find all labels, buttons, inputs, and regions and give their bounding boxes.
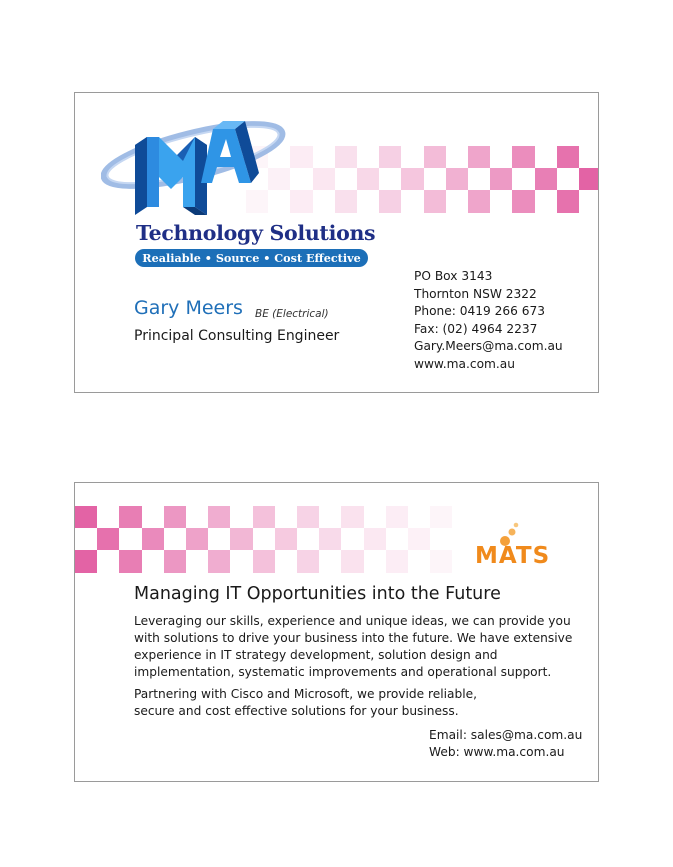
checker-square	[364, 528, 386, 550]
ma-logo-icon	[101, 107, 291, 219]
sales-email: Email: sales@ma.com.au	[429, 728, 583, 742]
checker-square	[253, 506, 275, 528]
checker-square	[401, 168, 423, 190]
checker-pattern	[75, 506, 452, 573]
checker-square	[297, 506, 319, 528]
phone-number: Phone: 0419 266 673	[414, 304, 546, 319]
paragraph-line: implementation, systematic improvements and operational support.	[134, 665, 552, 679]
checker-square	[379, 146, 401, 168]
tagline-badge: Realiable • Source • Cost Effective	[135, 249, 368, 267]
checker-square	[468, 146, 490, 168]
checker-square	[313, 168, 335, 190]
po-box: PO Box 3143	[414, 269, 493, 283]
checker-square	[119, 550, 141, 572]
contact-details	[414, 268, 563, 374]
paragraph-line: Partnering with Cisco and Microsoft, we provide reliable,	[134, 687, 477, 701]
checker-square	[290, 146, 312, 168]
address: Thornton NSW 2322	[414, 286, 537, 301]
website: Web: www.ma.com.au	[429, 745, 565, 759]
checker-square	[341, 550, 363, 572]
back-contact-details	[429, 727, 582, 761]
checker-square	[290, 190, 312, 212]
checker-square	[424, 190, 446, 212]
checker-square	[490, 168, 512, 190]
checker-square	[208, 506, 230, 528]
checker-square	[297, 550, 319, 572]
checker-square	[335, 190, 357, 212]
fax-number: Fax: (02) 4964 2237	[414, 321, 538, 336]
checker-square	[97, 528, 119, 550]
headline: Managing IT Opportunities into the Future	[134, 584, 501, 604]
checker-square	[341, 506, 363, 528]
person-qualification: BE (Electrical)	[255, 308, 329, 320]
checker-square	[535, 168, 557, 190]
paragraph-line: experience in IT strategy development, solution design and	[134, 648, 498, 662]
mats-logo-text: MATS	[475, 543, 551, 569]
person-title: Principal Consulting Engineer	[134, 328, 340, 344]
checker-square	[319, 528, 341, 550]
checker-square	[164, 550, 186, 572]
checker-square	[430, 550, 452, 572]
paragraph-line: with solutions to drive your business into the future. We have extensive	[134, 631, 573, 645]
checker-square	[430, 506, 452, 528]
checker-square	[142, 528, 164, 550]
checker-square	[424, 146, 446, 168]
person-name: Gary Meers	[134, 297, 243, 319]
checker-square	[386, 506, 408, 528]
checker-square	[446, 168, 468, 190]
checker-square	[75, 550, 97, 572]
checker-square	[275, 528, 297, 550]
checker-square	[468, 190, 490, 212]
checker-square	[253, 550, 275, 572]
checker-square	[557, 190, 579, 212]
checker-square	[164, 506, 186, 528]
checker-square	[75, 506, 97, 528]
company-name: Technology Solutions	[136, 221, 376, 245]
description-paragraph	[134, 613, 572, 681]
checker-square	[357, 168, 379, 190]
paragraph-line: secure and cost effective solutions for your business.	[134, 704, 459, 718]
checker-square	[119, 506, 141, 528]
partnering-paragraph	[134, 686, 477, 720]
checker-square	[335, 146, 357, 168]
checker-square	[208, 550, 230, 572]
checker-square	[408, 528, 430, 550]
checker-pattern	[246, 146, 599, 213]
checker-square	[230, 528, 252, 550]
checker-square	[386, 550, 408, 572]
checker-square	[512, 146, 534, 168]
paragraph-line: Leveraging our skills, experience and unique ideas, we can provide you	[134, 614, 571, 628]
checker-square	[579, 168, 599, 190]
checker-square	[186, 528, 208, 550]
checker-square	[557, 146, 579, 168]
business-card-front	[74, 92, 599, 393]
business-card-back	[74, 482, 599, 782]
email-address: Gary.Meers@ma.com.au	[414, 339, 563, 354]
checker-square	[512, 190, 534, 212]
checker-square	[379, 190, 401, 212]
website: www.ma.com.au	[414, 356, 515, 371]
